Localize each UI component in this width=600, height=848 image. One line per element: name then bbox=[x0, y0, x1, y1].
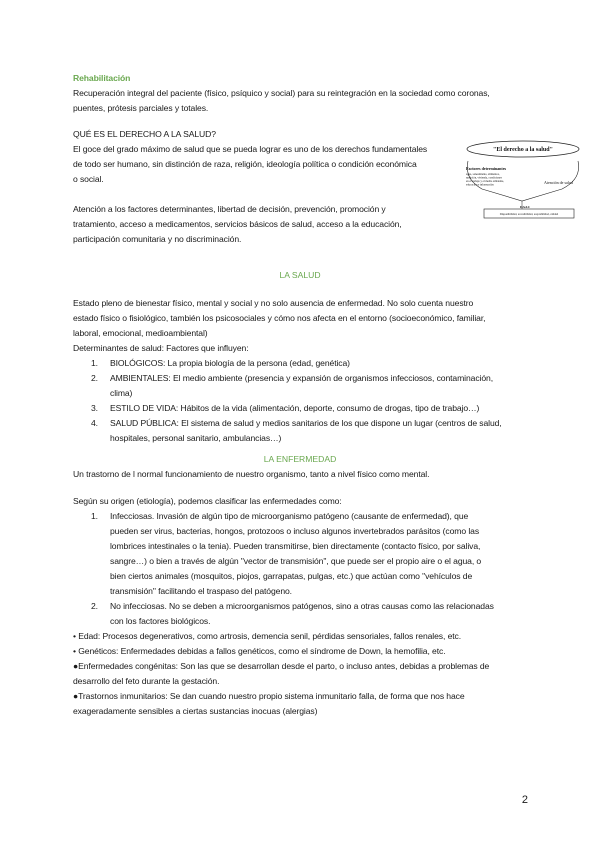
factors-sub-3: en el trabajo y el medio ambiente, bbox=[466, 180, 504, 183]
factor-number: 1. bbox=[91, 358, 98, 368]
factor-number: 3. bbox=[91, 403, 98, 413]
attention-line-3: participación comunitaria y no discriminación. bbox=[73, 234, 242, 244]
disease-types-list bbox=[73, 509, 533, 629]
derecho-question: QUÉ ES EL DERECHO A LA SALUD? bbox=[73, 129, 216, 139]
page-number: 2 bbox=[521, 794, 528, 806]
factors-sub-4: educación e información bbox=[466, 183, 494, 187]
bullet-inmunitarios-cont: exageradamente sensibles a ciertas sustancias inocuas (alergias) bbox=[73, 706, 318, 716]
type-line: lombrices intestinales o la tenia). Pueden transmitirse, bien directamente (contacto físico, por saliva, bbox=[110, 541, 481, 551]
rehab-title: Rehabilitación bbox=[73, 73, 131, 83]
type-number: 2. bbox=[91, 601, 98, 611]
factor-number: 2. bbox=[91, 373, 98, 383]
disease-type-item bbox=[91, 599, 533, 629]
type-line: con los factores biológicos. bbox=[110, 616, 211, 626]
factor-item bbox=[91, 401, 533, 416]
daac-sub: Disponibilidad, accesibilidad, aceptabilidad, calidad bbox=[499, 213, 559, 216]
salud-def-2: estado físico o fisiológico, también los psicosociales y cómo nos afecta en el entorno (socioeconómico, familiar, bbox=[73, 313, 486, 323]
factor-item bbox=[91, 371, 533, 401]
factors-list bbox=[73, 356, 533, 446]
attention-line-2: tratamiento, acceso a medicamentos, servicios básicos de salud, acceso a la educación, bbox=[73, 219, 402, 229]
salud-def-1: Estado pleno de bienestar físico, mental y social y no solo ausencia de enfermedad. No solo cuenta nuestro bbox=[73, 298, 474, 308]
salud-heading: LA SALUD bbox=[279, 270, 321, 280]
factor-text: ESTILO DE VIDA: Hábitos de la vida (alimentación, deporte, consumo de drogas, tipo de trabajo…) bbox=[110, 403, 480, 413]
factor-text-cont: hospitales, personal sanitario, ambulancias…) bbox=[110, 433, 282, 443]
enfermedad-def: Un trastorno de l normal funcionamiento de nuestro organismo, tanto a nivel físico como mental. bbox=[73, 469, 430, 479]
atencion-label: Atención de salud bbox=[544, 180, 573, 185]
diagram-title: "El derecho a la salud" bbox=[493, 147, 553, 153]
enfermedad-heading: LA ENFERMEDAD bbox=[263, 454, 337, 464]
derecho-section bbox=[73, 127, 463, 247]
salud-section bbox=[73, 296, 533, 446]
factors-sub-1: agua, saneamiento, alimentos, bbox=[466, 173, 500, 176]
classify-text: Según su origen (etiología), podemos clasificar las enfermedades como: bbox=[73, 496, 342, 506]
type-line: Infecciosas. Invasión de algún tipo de microorganismo patógeno (causante de enfermedad), que bbox=[110, 511, 469, 521]
factors-sub-2: nutrición, vivienda, condiciones bbox=[466, 176, 502, 180]
bullet-edad: • Edad: Procesos degenerativos, como artrosis, demencia senil, pérdidas sensoriales, fallos renales, etc. bbox=[73, 631, 462, 641]
type-number: 1. bbox=[91, 511, 98, 521]
factor-text: SALUD PÚBLICA: El sistema de salud y medios sanitarios de los que dispone un lugar (centros de salud, bbox=[110, 418, 502, 428]
type-line: No infecciosas. No se deben a microorganismos patógenos, sino a otras causas como las relacionadas bbox=[110, 601, 494, 611]
factors-label-text: Determinantes de salud: Factores que influyen: bbox=[73, 343, 249, 353]
derecho-line-2: de todo ser humano, sin distinción de raza, religión, ideología política o condición económica bbox=[73, 159, 417, 169]
bullet-congenitas: ●Enfermedades congénitas: Son las que se desarrollan desde el parto, o incluso antes, debidas a problemas de bbox=[73, 661, 490, 671]
bullet-congenitas-cont: desarrollo del feto durante la gestación. bbox=[73, 676, 220, 686]
type-line: transmisión" facilitando el traspaso del patógeno. bbox=[110, 586, 292, 596]
derecho-salud-diagram bbox=[462, 139, 584, 221]
derecho-line-3: o social. bbox=[73, 174, 104, 184]
factor-number: 4. bbox=[91, 418, 98, 428]
factor-text: AMBIENTALES: El medio ambiente (presencia y expansión de organismos infecciosos, contaminación, bbox=[110, 373, 493, 383]
attention-line-1: Atención a los factores determinantes, libertad de decisión, prevención, promoción y bbox=[73, 204, 386, 214]
factors-label: Factores determinantes bbox=[466, 166, 507, 171]
bullet-geneticos: • Genéticos: Enfermedades debidas a fallos genéticos, como el síndrome de Down, la hemofilia, etc. bbox=[73, 646, 446, 656]
rehab-line-2: puentes, prótesis parciales y totales. bbox=[73, 103, 209, 113]
factor-item bbox=[91, 416, 533, 446]
type-line: pueden ser virus, bacterias, hongos, protozoos o incluso algunos invertebrados parásitos (como las bbox=[110, 526, 480, 536]
rehab-section bbox=[73, 71, 490, 116]
rehab-line-1: Recuperación integral del paciente (físico, psíquico y social) para su reintegración en la sociedad como coronas, bbox=[73, 88, 490, 98]
type-line: sangre…) o bien a través de algún "vector de transmisión", que puede ser el propio aire o el agua, o bbox=[110, 556, 482, 566]
factor-text-cont: clima) bbox=[110, 388, 133, 398]
bullet-inmunitarios: ●Trastornos inmunitarios: Se dan cuando nuestro propio sistema inmunitario falla, de forma que nos hace bbox=[73, 691, 465, 701]
derecho-line-1: El goce del grado máximo de salud que se pueda lograr es uno de los derechos fundamentales bbox=[73, 144, 428, 154]
factor-text: BIOLÓGICOS: La propia biología de la persona (edad, genética) bbox=[110, 358, 350, 368]
factor-item bbox=[91, 356, 533, 371]
disease-type-item bbox=[91, 509, 533, 599]
enfermedad-section bbox=[73, 467, 533, 719]
type-line: bien ciertos animales (mosquitos, piojos, garrapatas, pulgas, etc.) que actúan como "vehículos de bbox=[110, 571, 473, 581]
salud-def-3: laboral, emocional, medioambiental) bbox=[73, 328, 208, 338]
daac-label: DAAC bbox=[520, 205, 531, 209]
diagram-svg bbox=[462, 139, 584, 221]
